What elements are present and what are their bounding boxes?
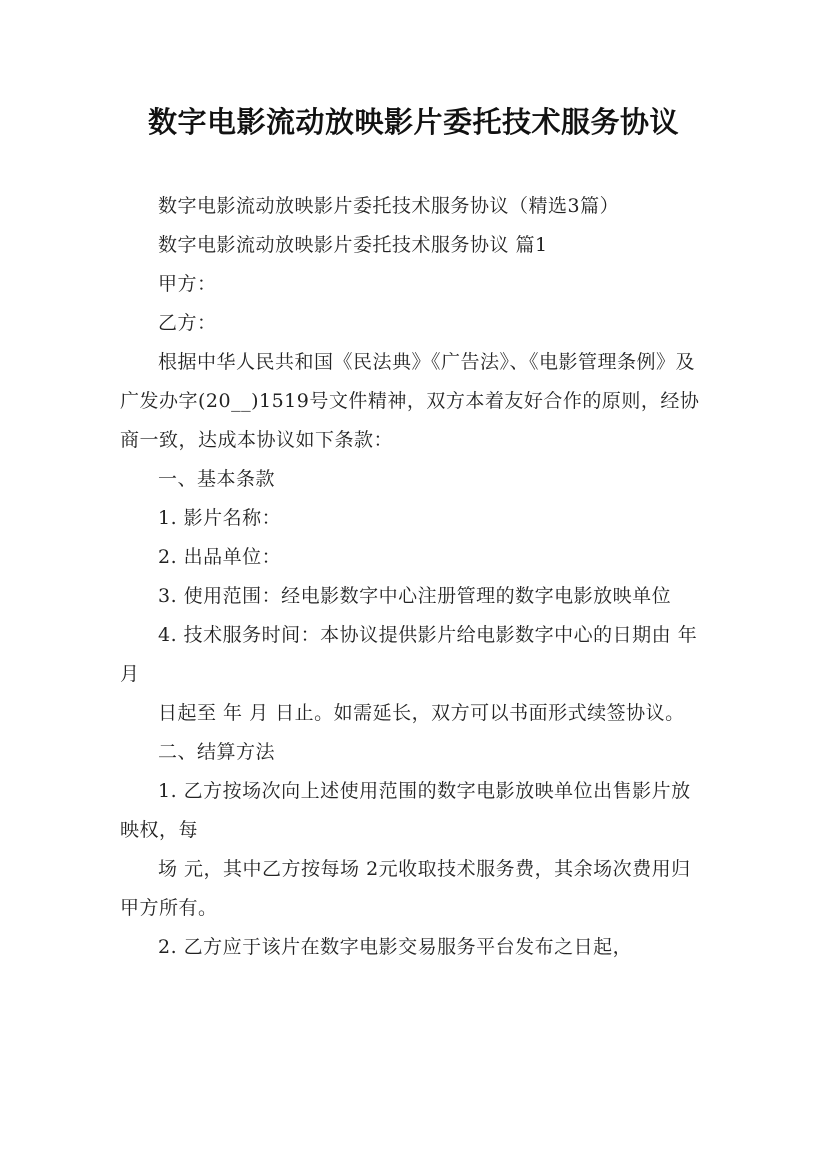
- document-paragraph: 场 元，其中乙方按每场 2元收取技术服务费，其余场次费用归甲方所有。: [120, 858, 691, 919]
- document-paragraph: 二、结算方法: [158, 741, 276, 763]
- document-paragraph: 数字电影流动放映影片委托技术服务协议（精选3篇）: [158, 195, 620, 217]
- document-paragraph: 3. 使用范围：经电影数字中心注册管理的数字电影放映单位: [158, 585, 672, 607]
- document-paragraph: 1. 影片名称：: [158, 507, 282, 529]
- document-paragraph: 一、基本条款: [158, 468, 276, 490]
- document-paragraph: 1. 乙方按场次向上述使用范围的数字电影放映单位出售影片放映权，每: [120, 780, 691, 841]
- document-paragraph: 2. 乙方应于该片在数字电影交易服务平台发布之日起，: [158, 936, 633, 958]
- document-paragraph: 数字电影流动放映影片委托技术服务协议 篇1: [158, 234, 548, 256]
- document-title: 数字电影流动放映影片委托技术服务协议: [147, 105, 679, 139]
- document-paragraph: 乙方：: [158, 312, 217, 334]
- document-body: [120, 187, 710, 967]
- document-paragraph: 甲方：: [158, 273, 217, 295]
- document-paragraph: 2. 出品单位：: [158, 546, 282, 568]
- document-paragraph: 日起至 年 月 日止。如需延长，双方可以书面形式续签协议。: [158, 702, 685, 724]
- document-paragraph: 根据中华人民共和国《民法典》《广告法》、《电影管理条例》及广发办字(20__)1519号文件精神，双方本着友好合作的原则，经协商一致，达成本协议如下条款：: [120, 351, 700, 451]
- document-paragraph: 4. 技术服务时间：本协议提供影片给电影数字中心的日期由 年 月: [120, 624, 698, 685]
